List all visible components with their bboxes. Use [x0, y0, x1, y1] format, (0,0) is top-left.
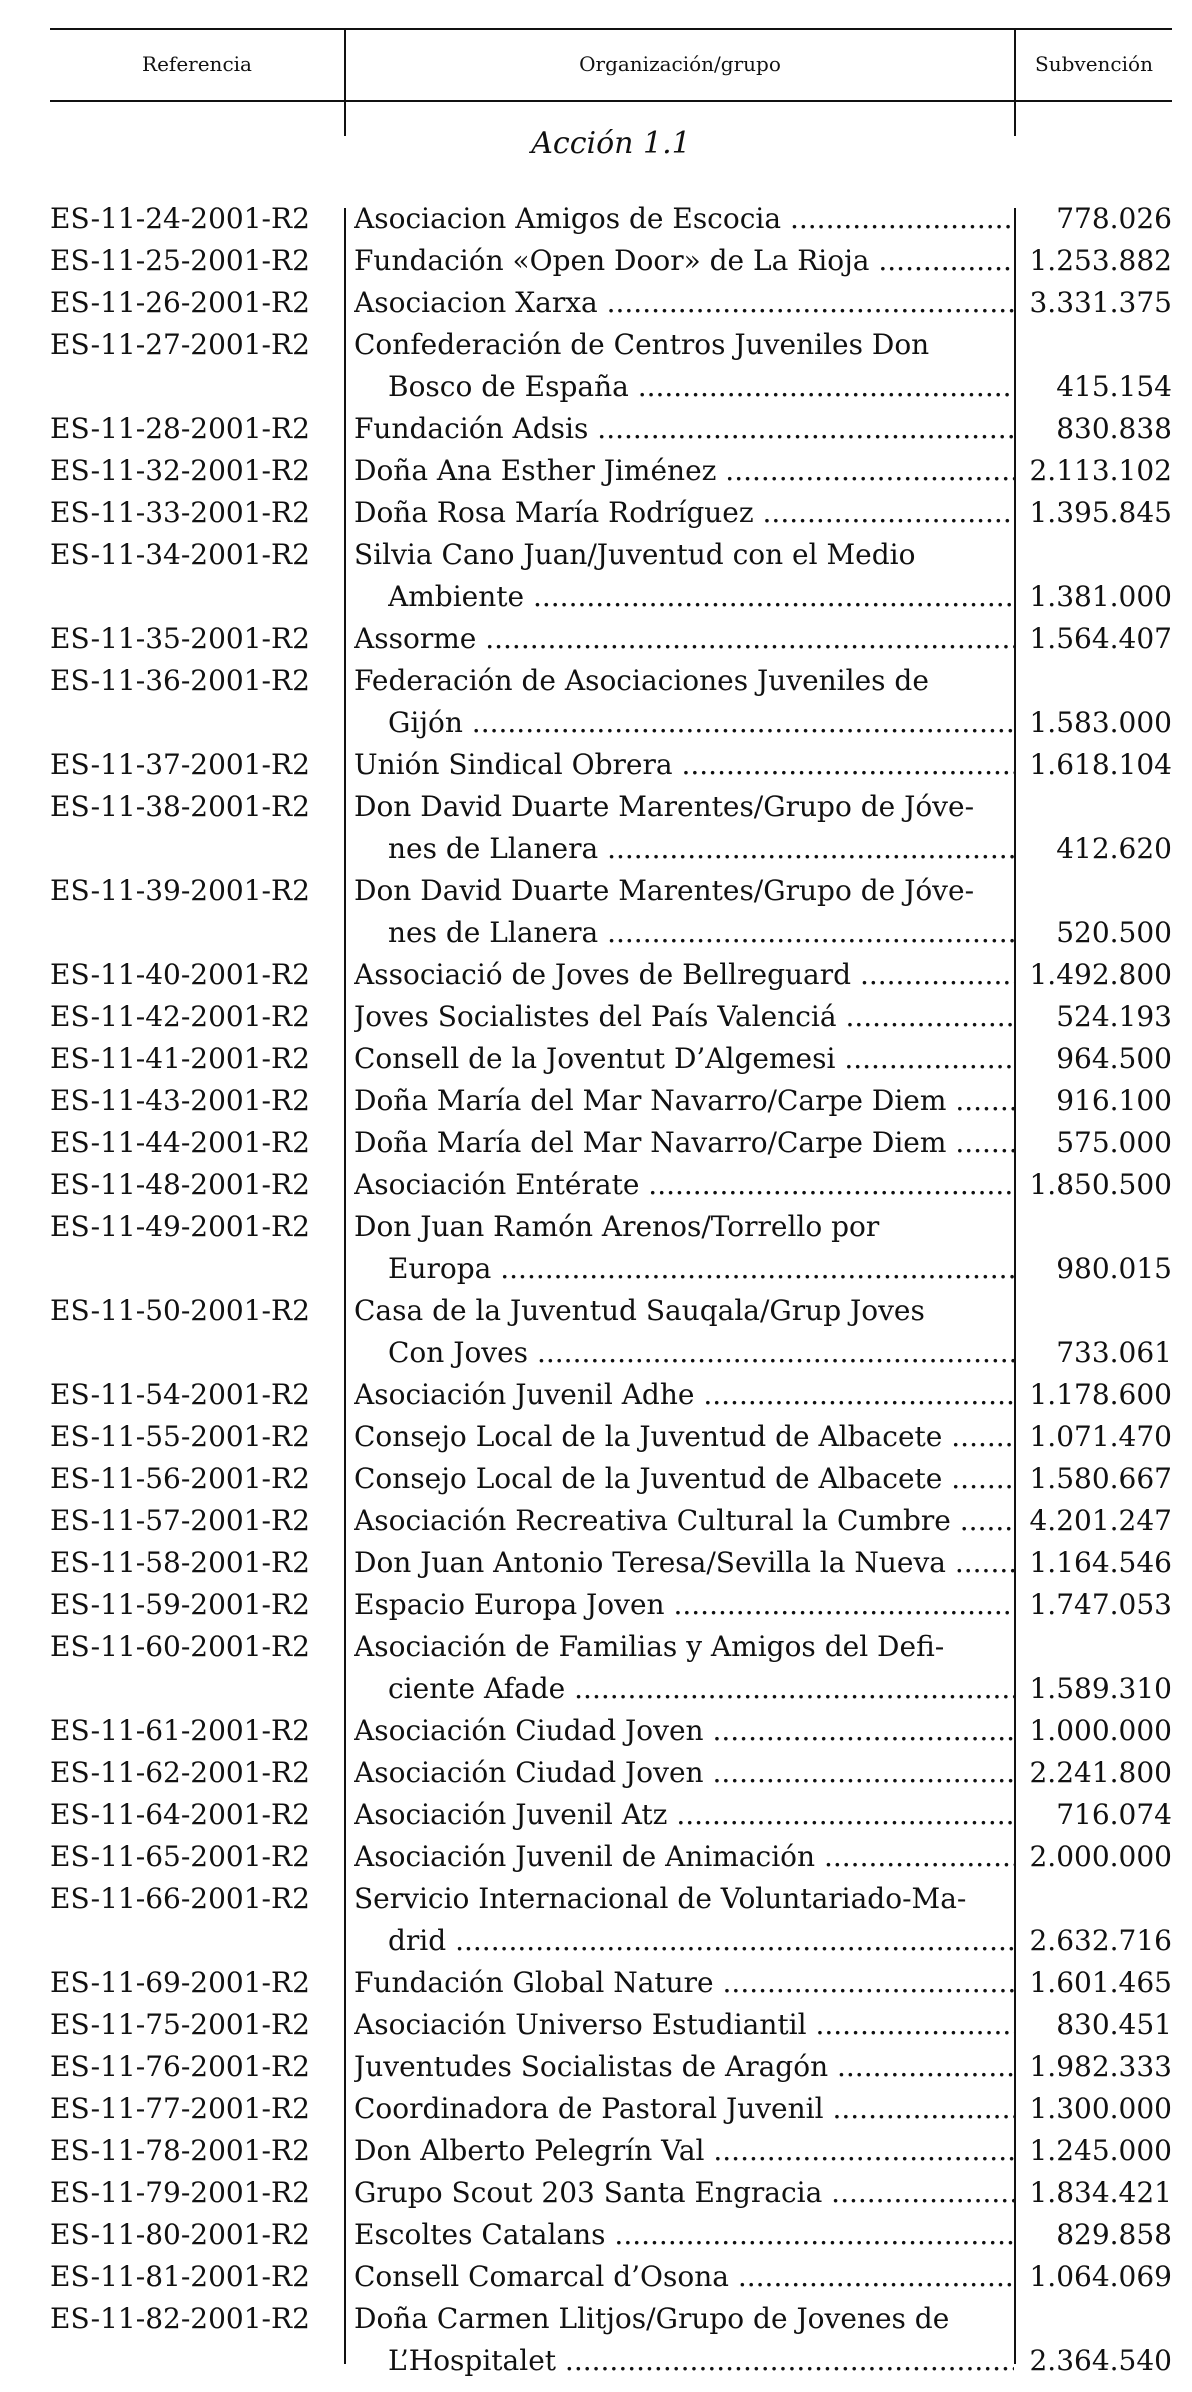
table-row	[50, 744, 1172, 786]
row-organization: Doña María del Mar Navarro/Carpe Diem .....	[354, 1080, 1014, 1122]
row-reference: ES-11-41-2001-R2	[50, 1042, 310, 1075]
row-reference: ES-11-57-2001-R2	[50, 1504, 310, 1537]
row-reference: ES-11-26-2001-R2	[50, 286, 310, 319]
header-referencia: Referencia	[142, 52, 252, 76]
row-amount: 778.026	[1056, 202, 1172, 235]
table-row	[50, 2130, 1172, 2172]
row-organization: Grupo Scout 203 Santa Engracia .....	[354, 2172, 1014, 2214]
row-amount: 2.364.540	[1029, 2344, 1172, 2377]
row-organization: Asociación de Familias y Amigos del Defi-	[354, 1630, 945, 1663]
row-organization: Gijón .....	[388, 702, 1014, 744]
row-amount: 964.500	[1056, 1042, 1172, 1075]
table-row	[50, 786, 1172, 870]
row-reference: ES-11-32-2001-R2	[50, 454, 310, 487]
table-row	[50, 2088, 1172, 2130]
table-row	[50, 870, 1172, 954]
row-reference: ES-11-38-2001-R2	[50, 790, 310, 823]
row-amount: 524.193	[1056, 1000, 1172, 1033]
row-organization: Fundación Global Nature .....	[354, 1962, 1014, 2004]
table-row	[50, 618, 1172, 660]
row-amount: 1.982.333	[1029, 2050, 1172, 2083]
row-organization: Consejo Local de la Juventud de Albacete .....	[354, 1458, 1014, 1500]
row-amount: 520.500	[1056, 916, 1172, 949]
header-subvencion: Subvención	[1035, 52, 1153, 76]
row-amount: 415.154	[1056, 370, 1172, 403]
table-row	[50, 2046, 1172, 2088]
row-amount: 830.838	[1056, 412, 1172, 445]
row-amount: 716.074	[1056, 1798, 1172, 1831]
table-row	[50, 408, 1172, 450]
table-row	[50, 1122, 1172, 1164]
row-amount: 1.071.470	[1029, 1420, 1172, 1453]
row-organization: nes de Llanera .....	[388, 828, 1014, 870]
row-reference: ES-11-37-2001-R2	[50, 748, 310, 781]
row-reference: ES-11-54-2001-R2	[50, 1378, 310, 1411]
row-organization: Doña María del Mar Navarro/Carpe Diem .....	[354, 1122, 1014, 1164]
row-reference: ES-11-50-2001-R2	[50, 1294, 310, 1327]
row-amount: 1.834.421	[1029, 2176, 1172, 2209]
table-row	[50, 1794, 1172, 1836]
row-amount: 1.747.053	[1029, 1588, 1172, 1621]
table-row	[50, 1542, 1172, 1584]
row-reference: ES-11-39-2001-R2	[50, 874, 310, 907]
row-amount: 1.601.465	[1029, 1966, 1172, 1999]
row-organization: Juventudes Socialistas de Aragón .....	[354, 2046, 1014, 2088]
table-row	[50, 324, 1172, 408]
row-reference: ES-11-59-2001-R2	[50, 1588, 310, 1621]
row-amount: 2.113.102	[1029, 454, 1172, 487]
row-organization: Asociación Juvenil Adhe .....	[354, 1374, 1014, 1416]
row-reference: ES-11-76-2001-R2	[50, 2050, 310, 2083]
table-row	[50, 240, 1172, 282]
row-organization: Espacio Europa Joven .....	[354, 1584, 1014, 1626]
row-organization: Joves Socialistes del País Valenciá .....	[354, 996, 1014, 1038]
row-amount: 4.201.247	[1029, 1504, 1172, 1537]
row-organization: Unión Sindical Obrera .....	[354, 744, 1014, 786]
row-organization: Europa .....	[388, 1248, 1014, 1290]
row-organization: Consell de la Joventut D’Algemesi .....	[354, 1038, 1014, 1080]
row-organization: Assorme .....	[354, 618, 1014, 660]
row-organization: Don Juan Antonio Teresa/Sevilla la Nueva .....	[354, 1542, 1014, 1584]
table-row	[50, 1038, 1172, 1080]
row-organization: Asociacion Xarxa .....	[354, 282, 1014, 324]
row-organization: Fundación Adsis .....	[354, 408, 1014, 450]
row-reference: ES-11-58-2001-R2	[50, 1546, 310, 1579]
row-reference: ES-11-66-2001-R2	[50, 1882, 310, 1915]
row-amount: 1.850.500	[1029, 1168, 1172, 1201]
row-reference: ES-11-40-2001-R2	[50, 958, 310, 991]
row-amount: 829.858	[1056, 2218, 1172, 2251]
row-reference: ES-11-65-2001-R2	[50, 1840, 310, 1873]
row-amount: 1.164.546	[1029, 1546, 1172, 1579]
row-amount: 1.580.667	[1029, 1462, 1172, 1495]
row-organization: Doña Carmen Llitjos/Grupo de Jovenes de	[354, 2302, 950, 2335]
row-organization: Coordinadora de Pastoral Juvenil .....	[354, 2088, 1014, 2130]
row-amount: 1.000.000	[1029, 1714, 1172, 1747]
row-reference: ES-11-69-2001-R2	[50, 1966, 310, 1999]
table-row	[50, 450, 1172, 492]
row-amount: 1.381.000	[1029, 580, 1172, 613]
row-reference: ES-11-62-2001-R2	[50, 1756, 310, 1789]
table-row	[50, 1836, 1172, 1878]
row-organization: Con Joves .....	[388, 1332, 1014, 1374]
row-organization: Asociacion Amigos de Escocia .....	[354, 198, 1014, 240]
row-reference: ES-11-36-2001-R2	[50, 664, 310, 697]
row-organization: Don Alberto Pelegrín Val .....	[354, 2130, 1014, 2172]
table-row	[50, 1626, 1172, 1710]
table-row	[50, 1206, 1172, 1290]
row-amount: 1.245.000	[1029, 2134, 1172, 2167]
row-amount: 1.583.000	[1029, 706, 1172, 739]
table-row	[50, 2172, 1172, 2214]
row-organization: Ambiente .....	[388, 576, 1014, 618]
table-row	[50, 954, 1172, 996]
row-amount: 2.632.716	[1029, 1924, 1172, 1957]
row-amount: 1.589.310	[1029, 1672, 1172, 1705]
row-reference: ES-11-48-2001-R2	[50, 1168, 310, 1201]
row-reference: ES-11-42-2001-R2	[50, 1000, 310, 1033]
row-amount: 3.331.375	[1029, 286, 1172, 319]
table-row	[50, 2298, 1172, 2382]
row-amount: 1.618.104	[1029, 748, 1172, 781]
row-amount: 1.253.882	[1029, 244, 1172, 277]
row-organization: Asociación Universo Estudiantil .....	[354, 2004, 1014, 2046]
row-organization: Associació de Joves de Bellreguard .....	[354, 954, 1014, 996]
table-row	[50, 1080, 1172, 1122]
table-row	[50, 534, 1172, 618]
row-reference: ES-11-56-2001-R2	[50, 1462, 310, 1495]
row-reference: ES-11-82-2001-R2	[50, 2302, 310, 2335]
row-reference: ES-11-75-2001-R2	[50, 2008, 310, 2041]
row-organization: Don Juan Ramón Arenos/Torrello por	[354, 1210, 880, 1243]
grants-table	[50, 28, 1172, 2377]
row-reference: ES-11-34-2001-R2	[50, 538, 310, 571]
table-row	[50, 660, 1172, 744]
row-reference: ES-11-27-2001-R2	[50, 328, 310, 361]
header-bottom-rule	[50, 100, 1172, 102]
row-reference: ES-11-61-2001-R2	[50, 1714, 310, 1747]
row-organization: Asociación Ciudad Joven .....	[354, 1752, 1014, 1794]
row-amount: 1.395.845	[1029, 496, 1172, 529]
row-organization: Asociación Recreativa Cultural la Cumbre .....	[354, 1500, 1014, 1542]
row-organization: Federación de Asociaciones Juveniles de	[354, 664, 929, 697]
row-amount: 830.451	[1056, 2008, 1172, 2041]
row-amount: 412.620	[1056, 832, 1172, 865]
row-amount: 916.100	[1056, 1084, 1172, 1117]
table-row	[50, 1164, 1172, 1206]
row-organization: Asociación Juvenil de Animación .....	[354, 1836, 1014, 1878]
row-reference: ES-11-80-2001-R2	[50, 2218, 310, 2251]
row-organization: Don David Duarte Marentes/Grupo de Jóve-	[354, 874, 975, 907]
row-organization: Servicio Internacional de Voluntariado-Ma-	[354, 1882, 967, 1915]
row-amount: 980.015	[1056, 1252, 1172, 1285]
table-row	[50, 282, 1172, 324]
row-organization: Escoltes Catalans .....	[354, 2214, 1014, 2256]
row-organization: Confederación de Centros Juveniles Don	[354, 328, 930, 361]
header-organizacion: Organización/grupo	[579, 52, 781, 76]
table-row	[50, 2256, 1172, 2298]
table-row	[50, 1500, 1172, 1542]
row-reference: ES-11-33-2001-R2	[50, 496, 310, 529]
row-amount: 575.000	[1056, 1126, 1172, 1159]
row-reference: ES-11-25-2001-R2	[50, 244, 310, 277]
row-amount: 733.061	[1056, 1336, 1172, 1369]
table-row	[50, 2214, 1172, 2256]
table-row	[50, 996, 1172, 1038]
row-organization: Consejo Local de la Juventud de Albacete .....	[354, 1416, 1014, 1458]
row-organization: Doña Rosa María Rodríguez .....	[354, 492, 1014, 534]
row-reference: ES-11-79-2001-R2	[50, 2176, 310, 2209]
table-row	[50, 2004, 1172, 2046]
row-reference: ES-11-81-2001-R2	[50, 2260, 310, 2293]
row-reference: ES-11-49-2001-R2	[50, 1210, 310, 1243]
table-row	[50, 1962, 1172, 2004]
table-row	[50, 1752, 1172, 1794]
table-row	[50, 492, 1172, 534]
table-body	[50, 198, 1172, 2382]
row-organization: Doña Ana Esther Jiménez .....	[354, 450, 1014, 492]
row-reference: ES-11-55-2001-R2	[50, 1420, 310, 1453]
row-reference: ES-11-28-2001-R2	[50, 412, 310, 445]
row-amount: 1.178.600	[1029, 1378, 1172, 1411]
row-reference: ES-11-64-2001-R2	[50, 1798, 310, 1831]
row-amount: 2.000.000	[1029, 1840, 1172, 1873]
row-reference: ES-11-24-2001-R2	[50, 202, 310, 235]
row-organization: nes de Llanera .....	[388, 912, 1014, 954]
row-organization: Consell Comarcal d’Osona .....	[354, 2256, 1014, 2298]
row-reference: ES-11-44-2001-R2	[50, 1126, 310, 1159]
row-reference: ES-11-77-2001-R2	[50, 2092, 310, 2125]
table-row	[50, 1290, 1172, 1374]
row-organization: L’Hospitalet .....	[388, 2340, 1014, 2382]
table-row	[50, 1710, 1172, 1752]
row-reference: ES-11-43-2001-R2	[50, 1084, 310, 1117]
row-organization: Asociación Entérate .....	[354, 1164, 1014, 1206]
row-amount: 1.564.407	[1029, 622, 1172, 655]
table-row	[50, 1584, 1172, 1626]
row-amount: 1.064.069	[1029, 2260, 1172, 2293]
section-title: Acción 1.1	[531, 126, 691, 161]
row-amount: 1.300.000	[1029, 2092, 1172, 2125]
row-organization: Fundación «Open Door» de La Rioja .....	[354, 240, 1014, 282]
row-reference: ES-11-60-2001-R2	[50, 1630, 310, 1663]
row-organization: Silvia Cano Juan/Juventud con el Medio	[354, 538, 916, 571]
row-organization: Casa de la Juventud Sauqala/Grup Joves	[354, 1294, 925, 1327]
table-row	[50, 1416, 1172, 1458]
row-amount: 2.241.800	[1029, 1756, 1172, 1789]
row-organization: Asociación Juvenil Atz .....	[354, 1794, 1014, 1836]
table-row	[50, 198, 1172, 240]
row-reference: ES-11-35-2001-R2	[50, 622, 310, 655]
table-row	[50, 1458, 1172, 1500]
table-row	[50, 1374, 1172, 1416]
row-organization: ciente Afade .....	[388, 1668, 1014, 1710]
row-organization: drid .....	[388, 1920, 1014, 1962]
row-amount: 1.492.800	[1029, 958, 1172, 991]
row-organization: Bosco de España .....	[388, 366, 1014, 408]
row-reference: ES-11-78-2001-R2	[50, 2134, 310, 2167]
table-row	[50, 1878, 1172, 1962]
row-organization: Asociación Ciudad Joven .....	[354, 1710, 1014, 1752]
row-organization: Don David Duarte Marentes/Grupo de Jóve-	[354, 790, 975, 823]
